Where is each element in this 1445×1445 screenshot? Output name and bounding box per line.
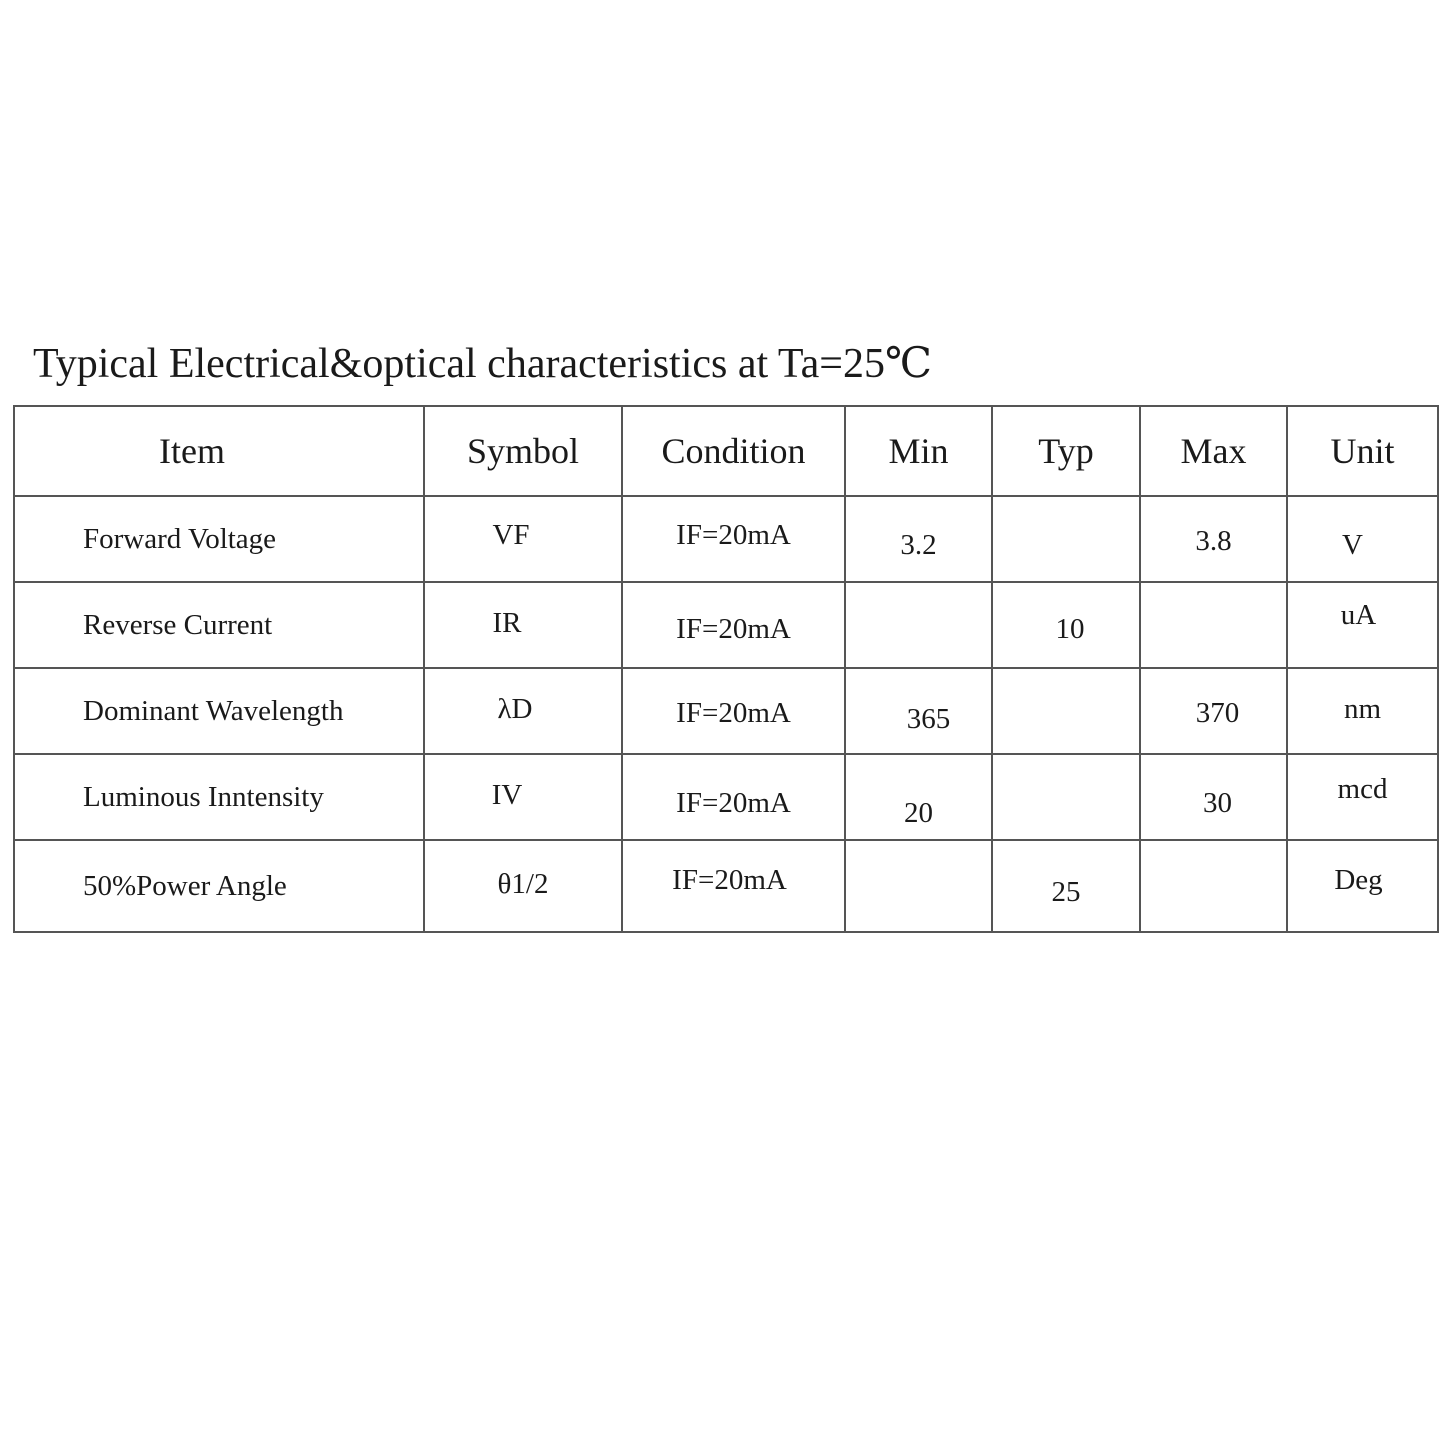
table-row: [14, 668, 1438, 754]
cell-unit-text: V: [1342, 528, 1363, 561]
cell-typ: [992, 754, 1140, 840]
cell-item-text: Reverse Current: [83, 608, 273, 641]
cell-symbol: [424, 754, 622, 840]
cell-condition-text: IF=20mA: [676, 612, 791, 645]
cell-item: [14, 582, 424, 668]
cell-symbol-text: λD: [497, 692, 533, 725]
cell-symbol-text: IR: [492, 606, 522, 639]
cell-typ: [992, 496, 1140, 582]
cell-typ-text: 25: [1051, 875, 1081, 908]
table-row: [14, 496, 1438, 582]
characteristics-table: [13, 405, 1439, 933]
cell-condition-text: IF=20mA: [676, 518, 791, 551]
cell-unit: [1287, 582, 1438, 668]
cell-typ: [992, 582, 1140, 668]
cell-min: [845, 840, 992, 932]
cell-symbol: [424, 582, 622, 668]
cell-item: [14, 754, 424, 840]
cell-unit-text: nm: [1343, 692, 1382, 725]
cell-item-text: Dominant Wavelength: [83, 694, 344, 727]
cell-item: [14, 496, 424, 582]
table-row: [14, 840, 1438, 932]
cell-item-text: Forward Voltage: [83, 522, 277, 555]
cell-unit-text: uA: [1340, 598, 1377, 631]
cell-max-text: 30: [1203, 786, 1232, 819]
cell-symbol-text: IV: [491, 778, 523, 811]
cell-symbol: [424, 840, 622, 932]
cell-max: [1140, 840, 1287, 932]
header-symbol: Symbol: [424, 406, 622, 496]
cell-condition: [622, 754, 845, 840]
cell-item-text: 50%Power Angle: [83, 869, 287, 902]
cell-condition: [622, 496, 845, 582]
cell-min-text: 365: [906, 702, 951, 735]
cell-typ: [992, 840, 1140, 932]
header-condition: Condition: [622, 406, 845, 496]
cell-typ-text: 10: [1055, 612, 1085, 645]
cell-unit: [1287, 496, 1438, 582]
cell-max: [1140, 582, 1287, 668]
cell-min: [845, 754, 992, 840]
cell-max: [1140, 754, 1287, 840]
table-row: [14, 582, 1438, 668]
header-item: Item: [14, 406, 424, 496]
cell-condition-text: IF=20mA: [676, 786, 791, 819]
cell-max: [1140, 668, 1287, 754]
cell-item: [14, 840, 424, 932]
cell-min: [845, 582, 992, 668]
cell-item-text: Luminous Inntensity: [83, 780, 324, 813]
header-max: Max: [1140, 406, 1287, 496]
cell-unit-text: mcd: [1337, 772, 1388, 805]
cell-condition-text: IF=20mA: [672, 863, 787, 896]
cell-unit: [1287, 754, 1438, 840]
cell-condition-text: IF=20mA: [676, 696, 791, 729]
cell-symbol: [424, 496, 622, 582]
cell-unit: [1287, 668, 1438, 754]
cell-unit: [1287, 840, 1438, 932]
page-title: Typical Electrical&optical characteristics at Ta=25℃: [33, 341, 932, 387]
cell-condition: [622, 840, 845, 932]
cell-condition: [622, 668, 845, 754]
cell-unit-text: Deg: [1334, 863, 1383, 896]
cell-typ: [992, 668, 1140, 754]
cell-symbol: [424, 668, 622, 754]
table-header-row: [14, 406, 1438, 496]
table-row: [14, 754, 1438, 840]
cell-min: [845, 668, 992, 754]
cell-min-text: 20: [904, 796, 933, 829]
cell-max: [1140, 496, 1287, 582]
cell-item: [14, 668, 424, 754]
header-unit: Unit: [1287, 406, 1438, 496]
cell-max-text: 3.8: [1195, 524, 1232, 557]
header-typ: Typ: [992, 406, 1140, 496]
cell-min-text: 3.2: [900, 528, 937, 561]
header-min: Min: [845, 406, 992, 496]
cell-symbol-text: θ1/2: [497, 867, 549, 900]
cell-symbol-text: VF: [492, 518, 530, 551]
cell-min: [845, 496, 992, 582]
cell-condition: [622, 582, 845, 668]
cell-max-text: 370: [1195, 696, 1240, 729]
